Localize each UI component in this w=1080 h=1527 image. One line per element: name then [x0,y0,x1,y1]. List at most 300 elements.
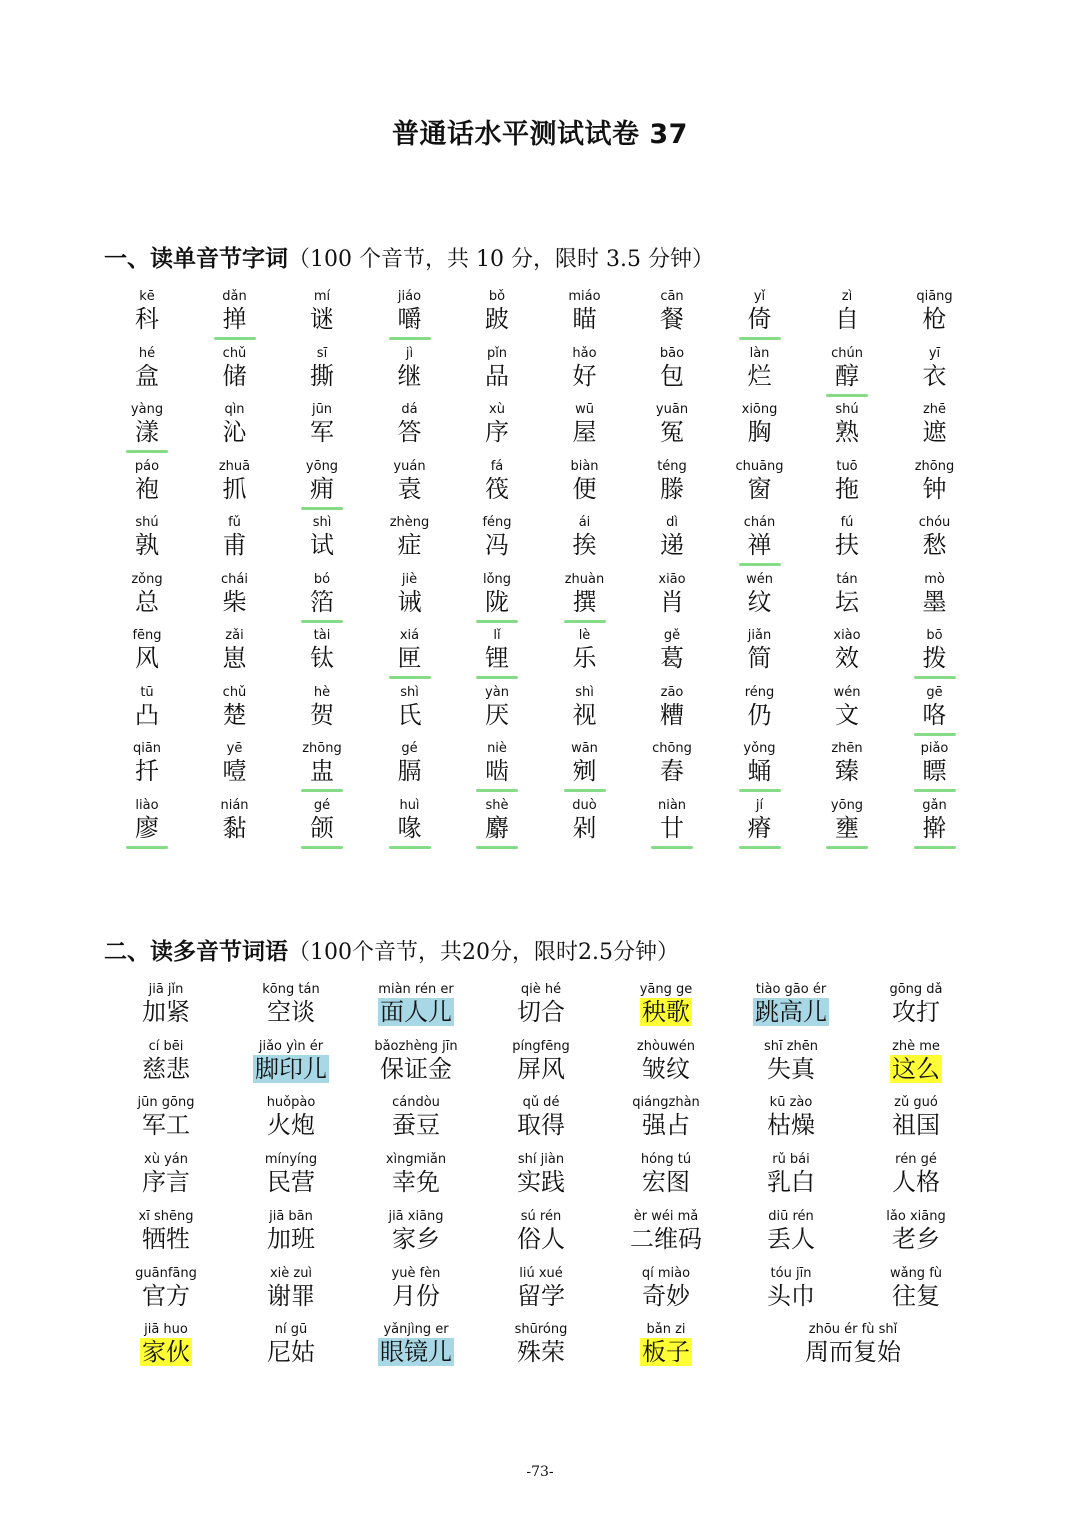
word-text: 殊荣 [517,1338,565,1367]
pinyin: mò [924,571,945,587]
word [354,1167,478,1197]
word-cell [479,1323,603,1379]
word [104,997,228,1027]
pinyin: mínyíng [264,1152,318,1168]
pinyin: zǔ guó [894,1095,938,1111]
word [479,1281,603,1311]
pinyin: zhèng [389,515,430,530]
hanzi: 拖 [835,474,859,503]
word [479,1337,603,1367]
pinyin: jiā xiāng [388,1208,444,1224]
hanzi: 廿 [660,813,684,842]
pinyin: jiè [401,571,418,587]
syllable-cell [804,460,890,516]
syllable-cell [804,516,890,572]
emphasis-underline [739,337,781,340]
hanzi: 文 [835,700,859,729]
hanzi: 黏 [222,813,247,842]
word-cell [854,1267,978,1323]
word-cell [229,1040,353,1096]
syllable-cell [367,629,453,685]
syllable-cell [279,629,365,685]
word-cell [229,1323,353,1379]
hanzi: 氏 [397,700,422,729]
hanzi: 麝 [485,813,509,842]
syllable-cell [279,516,365,572]
pinyin: tóu jīn [770,1265,812,1281]
word-text: 月份 [392,1281,440,1310]
emphasis-underline [389,676,431,679]
pinyin: xù yán [144,1152,188,1168]
pinyin: qiángzhàn [632,1095,700,1111]
hanzi: 熟 [835,418,859,446]
highlighted-word: 板子 [642,1338,690,1367]
pinyin: chóu [918,515,951,530]
pinyin: jūn gōng [137,1095,195,1111]
pinyin: bǎozhèng jīn [374,1038,458,1054]
hanzi: 抓 [222,474,247,503]
syllable-cell [104,516,190,572]
emphasis-underline [301,620,343,623]
pinyin: xī shēng [138,1208,194,1224]
syllable-cell [892,686,978,742]
hanzi: 盅 [310,757,334,785]
syllable-cell [454,347,540,403]
hanzi: 烂 [747,361,772,390]
pinyin: chún [831,345,863,361]
hanzi: 答 [397,418,422,446]
pinyin: zhè me [892,1038,940,1054]
pinyin: xù [489,402,505,417]
pinyin: zhōng [914,458,955,474]
pinyin: jiā jǐn [148,982,184,997]
word-cell [729,1096,853,1152]
hanzi: 包 [660,361,684,390]
syllable-cell [542,686,628,742]
pinyin: lǎo xiāng [886,1208,946,1224]
hanzi: 胸 [747,418,772,446]
emphasis-underline [914,733,956,736]
syllable-cell [104,403,190,459]
highlighted-word: 家伙 [142,1338,190,1367]
syllable-cell [279,290,365,346]
pinyin: zhē [922,402,947,417]
word [104,1281,228,1311]
pinyin: yǎnjìng er [383,1322,449,1338]
word [479,997,603,1027]
pinyin: dá [401,402,418,417]
word-cell [229,983,353,1039]
emphasis-underline [301,846,343,849]
word [729,997,853,1027]
pinyin: jūn [311,402,333,417]
word-cell [229,1096,353,1152]
emphasis-underline [914,789,956,792]
word-text: 军工 [142,1111,190,1140]
word-cell [479,1267,603,1323]
syllable-cell [104,573,190,629]
emphasis-underline [914,846,956,849]
hanzi: 糟 [660,700,684,729]
word-text: 家乡 [392,1224,440,1253]
syllable-cell [279,347,365,403]
pinyin: tài [313,628,331,643]
emphasis-underline [476,676,518,679]
syllable-cell [804,799,890,855]
word-text: 宏图 [642,1168,690,1197]
word [479,1054,603,1084]
pinyin: chuāng [735,458,784,474]
pinyin: gǎn [922,797,947,813]
pinyin: jiā bān [269,1208,313,1224]
pinyin: xìngmiǎn [385,1152,447,1168]
word-text: 丢人 [767,1224,815,1253]
word-text: 俗人 [517,1224,565,1253]
word-text: 往复 [892,1281,940,1310]
word [104,1224,228,1254]
pinyin: gé [313,797,331,813]
hanzi: 颌 [310,813,334,842]
word-text: 切合 [517,998,565,1026]
syllable-cell [104,460,190,516]
word [854,997,978,1027]
syllable-cell [892,573,978,629]
hanzi: 瘠 [747,813,772,842]
hanzi: 遮 [922,418,947,446]
syllable-cell [192,516,278,572]
pinyin: yuán [393,458,426,474]
pinyin: shú [135,515,159,530]
word-text: 幸免 [392,1168,440,1197]
pinyin: páo [134,458,160,474]
syllable-cell [629,347,715,403]
syllable-cell [629,629,715,685]
word-text: 强占 [642,1111,690,1140]
hanzi: 屋 [572,418,597,446]
pinyin: shì [400,684,419,700]
syllable-cell [454,686,540,742]
word [729,1110,853,1140]
word-cell [354,1267,478,1323]
pinyin: shì [312,515,332,530]
hanzi: 剁 [572,813,597,842]
syllable-cell [454,460,540,516]
word-cell [604,1153,728,1209]
syllable-cell [454,573,540,629]
syllable-cell [192,629,278,685]
syllable-cell [542,516,628,572]
pinyin: qí miào [641,1265,691,1281]
pinyin: zǒng [131,571,163,587]
syllable-cell [542,290,628,346]
word [604,1337,728,1367]
word [354,1224,478,1254]
pinyin: dì [666,515,678,530]
pinyin: rén gé [895,1152,937,1168]
hanzi: 症 [397,531,422,559]
hanzi: 衣 [922,361,947,390]
syllable-cell [717,573,803,629]
pinyin: piǎo [920,741,949,756]
syllable-cell [892,629,978,685]
pinyin: yī [928,345,941,361]
word [604,997,728,1027]
pinyin: duò [572,797,597,813]
pinyin: qiān [132,741,162,756]
word-text: 乳白 [767,1168,815,1197]
pinyin: bǒ [488,289,506,304]
hanzi: 陇 [485,587,509,616]
hanzi: 舂 [660,757,684,785]
syllable-cell [542,460,628,516]
word [229,1224,353,1254]
word-cell [104,1267,228,1323]
pinyin: biàn [570,458,599,474]
pinyin: diū rén [768,1208,814,1224]
hanzi: 科 [135,305,159,333]
syllable-cell [542,573,628,629]
section1-heading [104,240,714,273]
word-text: 屏风 [517,1054,565,1083]
pinyin: chǔ [222,684,247,700]
syllable-cell [367,742,453,798]
syllable-cell [367,686,453,742]
section2-heading [104,933,679,966]
page-title: 普通话水平测试试卷 37 [392,119,688,150]
pinyin: yē [226,741,243,756]
pinyin: niè [487,741,507,756]
syllable-cell [717,516,803,572]
pinyin: yuè fèn [391,1265,441,1281]
emphasis-underline [301,507,343,510]
word-cell [354,1153,478,1209]
pinyin: xiè zuì [269,1265,313,1281]
pinyin: xiào [833,628,861,643]
hanzi: 撰 [572,587,597,616]
pinyin: yǒng [743,741,776,756]
pinyin: sú rén [520,1208,562,1224]
pinyin: zì [841,289,853,304]
pinyin: ní gū [274,1322,308,1338]
hanzi: 谜 [310,305,334,333]
hanzi: 愁 [922,531,947,559]
word-text: 慈悲 [142,1054,190,1083]
word-cell [354,983,478,1039]
pinyin: hǎo [572,345,597,361]
emphasis-underline [826,846,868,849]
emphasis-underline [651,846,693,849]
pinyin: tiào gāo ér [755,982,827,997]
hanzi: 贺 [310,700,334,729]
syllable-cell [104,742,190,798]
word-cell [479,1210,603,1266]
hanzi: 瞄 [572,305,597,333]
word [354,1337,478,1367]
word-cell [104,1040,228,1096]
syllable-cell [104,629,190,685]
syllable-cell [542,799,628,855]
syllable-cell [542,403,628,459]
word-cell [854,1040,978,1096]
pinyin: bó [313,571,331,587]
syllable-cell [192,460,278,516]
word-cell [354,1096,478,1152]
word-cell [854,1210,978,1266]
syllable-cell [192,686,278,742]
word-cell [604,1096,728,1152]
pinyin: gē [926,684,943,700]
hanzi: 袍 [135,474,159,503]
word-text: 留学 [517,1281,565,1310]
hanzi: 盒 [135,361,159,390]
hanzi: 扶 [835,531,859,559]
section1-title: 一、读单音节字词 [104,246,288,272]
hanzi: 枪 [922,305,947,333]
pinyin: zhēn [831,741,863,756]
pinyin: lǐ [493,628,501,643]
hanzi: 钟 [922,474,947,503]
word [104,1337,228,1367]
pinyin: kōng tán [262,982,320,997]
syllable-cell [892,347,978,403]
word-text: 周而复始 [805,1338,901,1367]
pinyin: shūróng [514,1322,568,1338]
pinyin: mí [313,289,331,304]
pinyin: èr wéi mǎ [633,1208,699,1224]
pinyin: bǎn zi [646,1322,686,1338]
syllable-cell [454,742,540,798]
word [854,1281,978,1311]
emphasis-underline [389,846,431,849]
syllable-cell [367,573,453,629]
word [354,1054,478,1084]
highlighted-word: 跳高儿 [755,998,827,1026]
hanzi: 跛 [485,305,509,333]
highlighted-word: 脚印儿 [255,1054,327,1083]
word-text: 奇妙 [642,1281,690,1310]
pinyin: guānfāng [135,1265,197,1281]
word-text: 保证金 [380,1054,452,1083]
word-cell [104,1153,228,1209]
syllable-cell [717,742,803,798]
word-text: 尼姑 [267,1338,315,1367]
syllable-cell [367,347,453,403]
word [604,1224,728,1254]
pinyin: gě [663,628,681,643]
emphasis-underline [914,676,956,679]
word-text: 牺牲 [142,1224,190,1253]
hanzi: 坛 [835,587,859,616]
pinyin: sī [316,345,328,361]
pinyin: liú xué [519,1265,563,1281]
syllable-cell [892,460,978,516]
word [354,1281,478,1311]
word [229,1337,353,1367]
pinyin: làn [749,345,770,361]
pinyin: zāo [660,684,684,700]
pinyin: rǔ bái [772,1152,810,1168]
syllable-cell [367,460,453,516]
hanzi: 喙 [397,813,422,842]
syllable-cell [717,629,803,685]
word-cell [854,1153,978,1209]
pinyin: tū [140,684,154,700]
hanzi: 视 [572,700,597,729]
word-cell [229,1267,353,1323]
pinyin: bō [926,628,943,643]
highlighted-word: 这么 [892,1054,940,1083]
syllable-cell [629,403,715,459]
word [479,1167,603,1197]
emphasis-underline [564,620,606,623]
syllable-cell [454,799,540,855]
word [604,1281,728,1311]
pinyin: yàng [130,402,164,417]
word-cell [604,1040,728,1096]
word-cell [104,983,228,1039]
hanzi: 掸 [222,305,247,333]
syllable-cell [279,799,365,855]
hanzi: 冯 [485,531,509,559]
pinyin: wān [571,741,598,756]
word-cell [604,983,728,1039]
word [354,1110,478,1140]
word-text: 民营 [267,1168,315,1197]
word-cell [479,983,603,1039]
word-cell [104,1323,228,1379]
word [791,1337,915,1367]
hanzi: 嚼 [397,305,422,333]
syllable-cell [542,347,628,403]
hanzi: 倚 [747,305,772,333]
syllable-cell [717,799,803,855]
hanzi: 漾 [135,418,159,446]
pinyin: gōng dǎ [889,982,943,997]
word-text: 人格 [892,1168,940,1197]
syllable-cell [717,347,803,403]
word-text: 二维码 [630,1224,702,1253]
pinyin: féng [482,515,512,530]
hanzi: 军 [310,418,334,446]
hanzi: 擀 [922,813,947,842]
hanzi: 痈 [310,474,334,503]
word-cell [729,1153,853,1209]
hanzi: 挨 [572,531,597,559]
word [229,1281,353,1311]
word-cell [479,1153,603,1209]
syllable-cell [104,347,190,403]
word-cell [104,1096,228,1152]
section1-note: （100 个音节，共 10 分，限时 3.5 分钟） [288,247,714,272]
hanzi: 凸 [135,700,159,729]
syllable-cell [892,799,978,855]
word-text: 序言 [142,1168,190,1197]
hanzi: 冤 [660,418,684,446]
emphasis-underline [739,846,781,849]
word [604,1110,728,1140]
word-cell [229,1153,353,1209]
hanzi: 自 [835,305,859,333]
hanzi: 储 [222,361,247,390]
pinyin: zhuàn [564,571,605,587]
word-text: 火炮 [267,1111,315,1140]
syllable-cell [629,686,715,742]
emphasis-underline [389,337,431,340]
emphasis-underline [739,563,781,566]
pinyin: bāo [659,345,685,361]
syllable-cell [804,290,890,346]
pinyin: zhòuwén [636,1038,696,1054]
